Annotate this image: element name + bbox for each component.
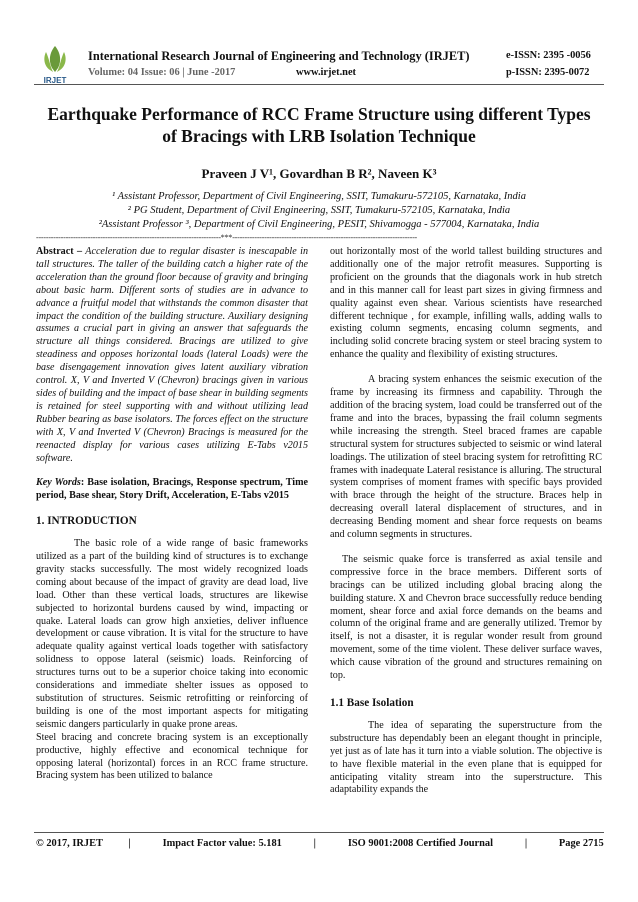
affiliation-2: ² PG Student, Department of Civil Engineering, SSIT, Tumakuru-572105, Karnataka, India	[127, 205, 511, 216]
volume-issue: Volume: 04 Issue: 06 | June -2017	[88, 67, 236, 78]
abstract-text: Acceleration due to regular disaster is inescapable in tall structures. The taller of the building catch a higher rate of the acceleration than the ground floor because of gravity and bringing about basic harm. Different sorts of studies are in advance to advance a fruitful model that withstands the common disaster that impact the condition of the building structure. Auxiliary designing assumes a crucial part in giving an answer that safeguards the structure all things considered. Bracings are utilized to give steadiness and opposes horizontal loads (lateral Loads) were the base disengagement innovation gives latent auxiliary vibration control. X, V and Inverted V (Chevron) bracings given in various sides of building and the impact of base shear in building segments is retained for steel supporting with and without utilizing lead Rubber bearing as base isolators. The forces effect on the structure with X, V and Inverted V (Chevron) Bracings is measured for the reenacted display for various cases utilizing E-Tabs v2015 software.	[36, 246, 308, 464]
footer-rule	[34, 832, 604, 833]
section-separator: ---------------------------------------------------------------------------***---------------------------------------------------------------------------	[36, 233, 418, 242]
footer-copyright: © 2017, IRJET	[36, 838, 103, 849]
header-rule	[34, 84, 604, 85]
journal-name: International Research Journal of Engineering and Technology (IRJET)	[88, 49, 470, 63]
page-footer	[36, 838, 602, 849]
title-line-1: Earthquake Performance of RCC Frame Structure using different Types	[47, 104, 591, 124]
page-header	[0, 0, 638, 92]
footer-sep-2: |	[313, 838, 316, 849]
keywords-text: : Base isolation, Bracings, Response spectrum, Time period, Base shear, Story Drift, Acceleration, E-Tabs v2015	[36, 477, 309, 502]
keywords-label: Key Words	[36, 477, 81, 489]
footer-iso: ISO 9001:2008 Certified Journal	[347, 838, 494, 849]
right-column	[330, 246, 602, 797]
section-base-isolation-heading: 1.1 Base Isolation	[330, 697, 414, 709]
right-paragraph-2: A bracing system enhances the seismic execution of the frame by increasing its firmness and capability. Through the addition of the bracing system, load could be transferred out of the frame and into the braces, bypassing the frail column segments while increasing the strength. Steel braced frames are capable structural system for structures subjected to seismic or wind lateral loadings. The utilization of steel bracing system for retrofitting RC frames with inadequate Lateral resistance is alluring. The structural system comprises of moment frames with specific bays provided with brace through the height of the structure. Braces help in decreasing overall lateral displacement of structures, and in decreasing Bending moment and shear force requests on beams and column segments in structures.	[330, 374, 602, 541]
authors: Praveen J V¹, Govardhan B R², Naveen K³	[201, 166, 437, 181]
footer-impact-factor: Impact Factor value: 5.181	[162, 838, 282, 849]
logo-text: IRJET	[43, 76, 67, 85]
intro-paragraph-2: Steel bracing and concrete bracing system is an exceptionally productive, highly effective and economical technique for opposing lateral (horizontal) forces in an RCC frame structure. Bracing system has been utilized to balance	[36, 731, 308, 782]
section-introduction-heading: 1. INTRODUCTION	[36, 515, 137, 528]
keywords	[36, 477, 308, 503]
affiliation-3: ²Assistant Professor ³, Department of Civil Engineering, PESIT, Shivamogga - 577004, Karnataka, India	[98, 219, 540, 230]
p-issn: p-ISSN: 2395-0072	[506, 67, 590, 78]
right-paragraph-4: The idea of separating the superstructure from the substructure has dependably been an elegant thought in principle, yet just as of late has it turn into a viable solution. The objective is to have flexible material in the even plane that is equipped for anticipating vitality stream into the superstructure. This adaptability expands the	[330, 719, 602, 796]
abstract	[36, 246, 308, 465]
e-issn: e-ISSN: 2395 -0056	[506, 50, 591, 61]
left-column	[36, 246, 308, 783]
footer-page-number: Page 2715	[558, 838, 604, 849]
title-line-2: of Bracings with LRB Isolation Technique	[162, 126, 476, 146]
irjet-logo-icon	[38, 42, 72, 86]
paper-title	[30, 103, 608, 147]
right-paragraph-3: The seismic quake force is transferred as axial tensile and compressive force in the brace members. Different sorts of bracings can be utilized including global bracing along the building stature. X and Chevron brace successfully reduce bending moment, shear force and axial force demands on the beams and column of the original frame and are generally utilized. Tremor by itself, is not a disaster, it is regular wonder result from ground movement, some of the time violent. These deliver surface waves, which cause vibration of the ground and structures remaining on top.	[330, 553, 602, 682]
footer-sep-3: |	[524, 838, 528, 849]
intro-paragraph-1: The basic role of a wide range of basic frameworks utilized as a part of the building kind of structures is to exchange gravity stacks successfully. The most widely recognized loads coming about because of the impact of gravity are dead load, live load. Other than these vertical loads, structures are likewise subjected to horizontal burdens caused by wind, impacting or quake. Lateral loads can grow high anxieties, deliver influence development or cause vibration. It is vital for the structure to have adequate quality against vertical loads together with satisfactory solidness to oppose lateral (seismic) loads. Reinforcing of structures turns out to be a superior choice taking into economic considerations and immediate shelter issues as opposed to substitution of structures. Seismic retrofitting or reinforcing of building is one of the most important aspects for mitigating seismic dangers particularly in quake prone areas.	[36, 538, 308, 730]
website-link[interactable]: www.irjet.net	[296, 67, 357, 78]
abstract-label: Abstract –	[36, 246, 83, 257]
affiliation-1: ¹ Assistant Professor, Department of Civil Engineering, SSIT, Tumakuru-572105, Karnataka, India	[112, 191, 526, 202]
right-paragraph-1: out horizontally most of the world tallest building structures and additionally one of the major retrofit measures. Supporting is proficient on the grounds that the diagonals work in hub stretch and in this manner call for least part sizes in giving firmness and quality against even shear. Various scientists have researched different technique , for example, infilling walls, adding walls to existing column segments, encasing column segments, and including solid concrete bracing system or steel bracing system to enhance the quality and flexibility of existing structures.	[330, 246, 602, 361]
footer-sep-1: |	[128, 838, 131, 849]
